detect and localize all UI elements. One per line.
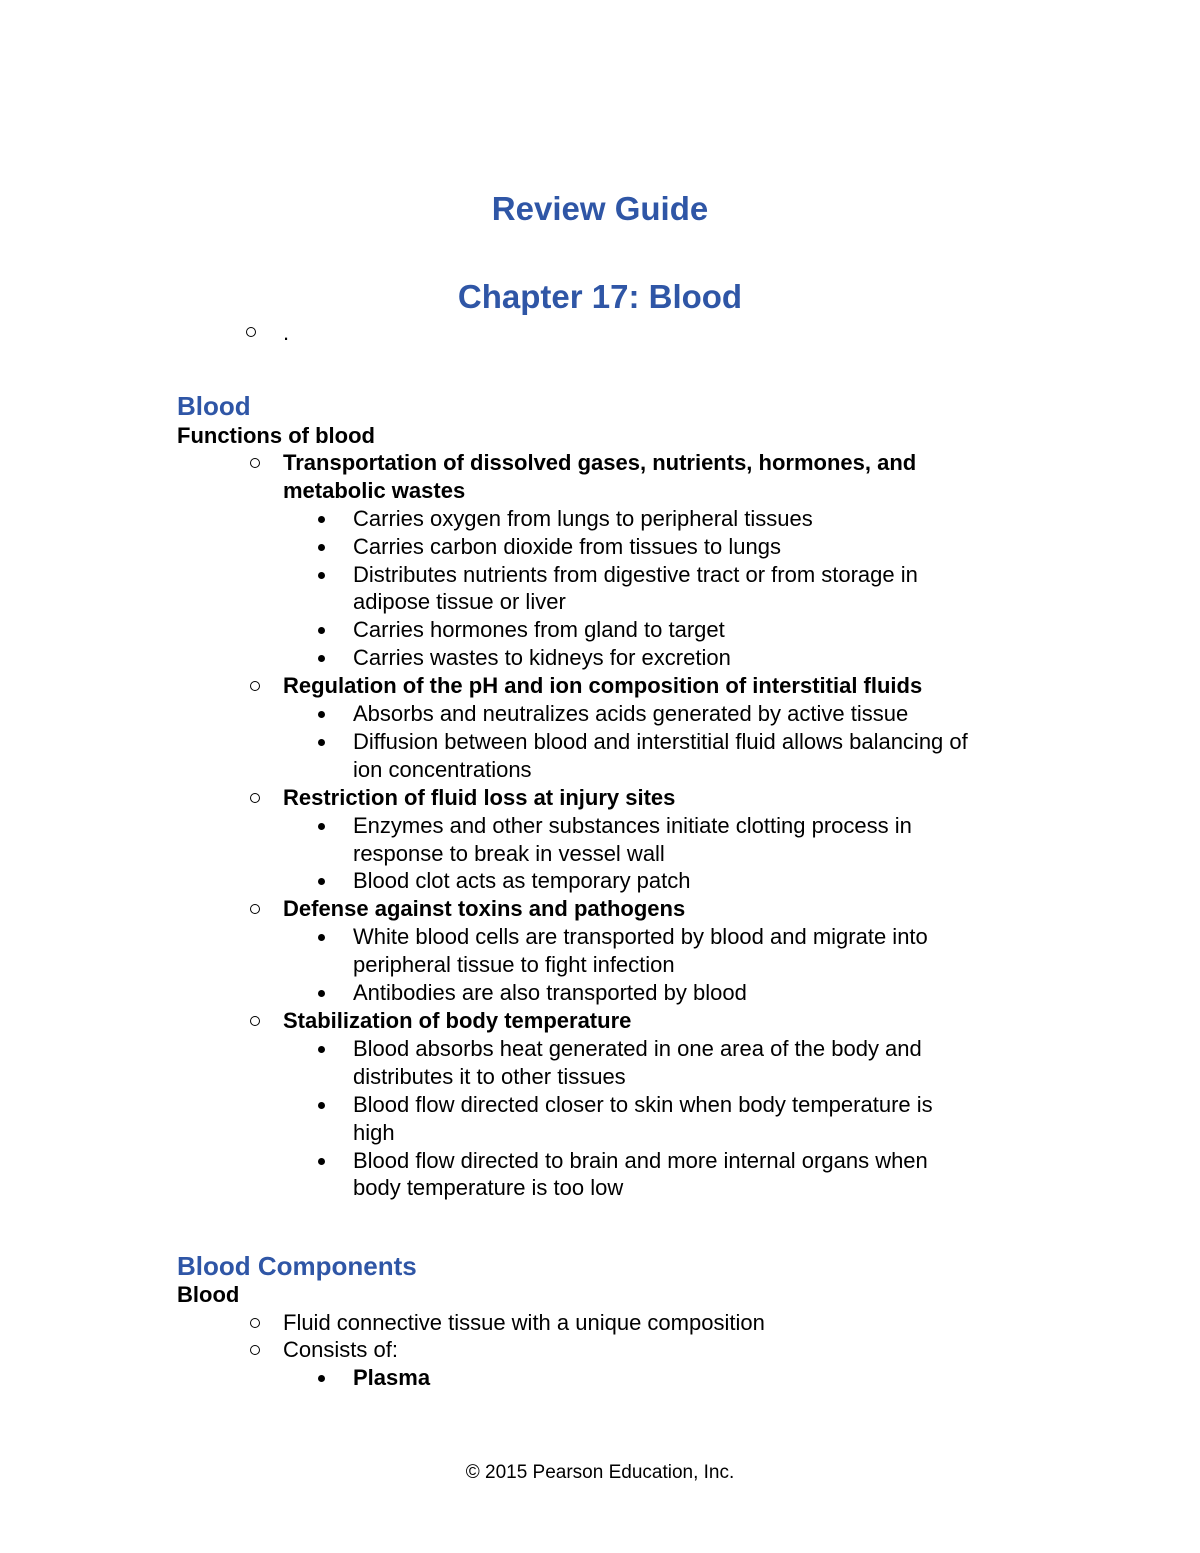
circle-bullet-icon (250, 793, 260, 803)
bullet-text: distributes it to other tissues (353, 1064, 626, 1089)
circle-bullet-icon (250, 1345, 260, 1355)
bullet-text: Distributes nutrients from digestive tract or from storage in (353, 562, 918, 587)
circle-bullet-icon (250, 681, 260, 691)
bullet-text: Blood flow directed closer to skin when body temperature is (353, 1092, 933, 1117)
disc-bullet-icon (318, 544, 325, 551)
bullet-text: Carries oxygen from lungs to peripheral tissues (353, 506, 813, 531)
disc-bullet-icon (318, 823, 325, 830)
bullet-text: response to break in vessel wall (353, 841, 665, 866)
bullet-text: Antibodies are also transported by blood (353, 980, 747, 1005)
disc-bullet-icon (318, 1046, 325, 1053)
circle-bullet-icon (250, 904, 260, 914)
disc-bullet-icon (318, 655, 325, 662)
function-label: Defense against toxins and pathogens (283, 896, 686, 921)
disc-bullet-icon (318, 627, 325, 634)
function-label: metabolic wastes (283, 478, 466, 503)
bullet-text: adipose tissue or liver (353, 589, 566, 614)
disc-bullet-icon (318, 739, 325, 746)
circle-bullet-icon (250, 458, 260, 468)
disc-bullet-icon (318, 516, 325, 523)
function-label: Regulation of the pH and ion composition of interstitial fluids (283, 673, 923, 698)
bullet-text: Blood clot acts as temporary patch (353, 868, 691, 893)
disc-bullet-icon (318, 572, 325, 579)
list-item-plasma: Plasma (353, 1365, 431, 1390)
bullet-text: Absorbs and neutralizes acids generated by active tissue (353, 701, 909, 726)
bullet-text: Blood flow directed to brain and more internal organs when (353, 1148, 928, 1173)
function-label: Restriction of fluid loss at injury sites (283, 785, 676, 810)
bullet-text: Carries hormones from gland to target (353, 617, 725, 642)
subheading-blood: Blood (177, 1282, 240, 1307)
bullet-text: Enzymes and other substances initiate clotting process in (353, 813, 912, 838)
subheading-functions: Functions of blood (177, 423, 375, 448)
circle-bullet-icon (246, 327, 256, 337)
disc-bullet-icon (318, 1158, 325, 1165)
disc-bullet-icon (318, 1102, 325, 1109)
stray-list-item: . (283, 320, 290, 345)
bullet-text: ion concentrations (353, 757, 532, 782)
disc-bullet-icon (318, 1375, 325, 1382)
bullet-text: Carries carbon dioxide from tissues to lungs (353, 534, 781, 559)
bullet-text: Carries wastes to kidneys for excretion (353, 645, 731, 670)
bullet-text: Diffusion between blood and interstitial fluid allows balancing of (353, 729, 968, 754)
chapter-title: Chapter 17: Blood (457, 278, 743, 315)
bullet-text: body temperature is too low (353, 1175, 624, 1200)
disc-bullet-icon (318, 990, 325, 997)
disc-bullet-icon (318, 878, 325, 885)
section-heading-blood: Blood (177, 391, 251, 421)
circle-bullet-icon (250, 1318, 260, 1328)
bullet-text: Blood absorbs heat generated in one area of the body and (353, 1036, 922, 1061)
circle-bullet-icon (250, 1016, 260, 1026)
function-label: Stabilization of body temperature (283, 1008, 632, 1033)
footer-copyright: © 2015 Pearson Education, Inc. (465, 1462, 735, 1483)
section-heading-blood-components: Blood Components (177, 1251, 417, 1281)
bullet-text: high (353, 1120, 395, 1145)
bullet-text: White blood cells are transported by blood and migrate into (353, 924, 928, 949)
document-title: Review Guide (491, 190, 709, 227)
disc-bullet-icon (318, 934, 325, 941)
list-item: Fluid connective tissue with a unique composition (283, 1310, 765, 1335)
bullet-text: peripheral tissue to fight infection (353, 952, 675, 977)
disc-bullet-icon (318, 711, 325, 718)
function-label: Transportation of dissolved gases, nutrients, hormones, and (283, 450, 917, 475)
list-item: Consists of: (283, 1337, 398, 1362)
